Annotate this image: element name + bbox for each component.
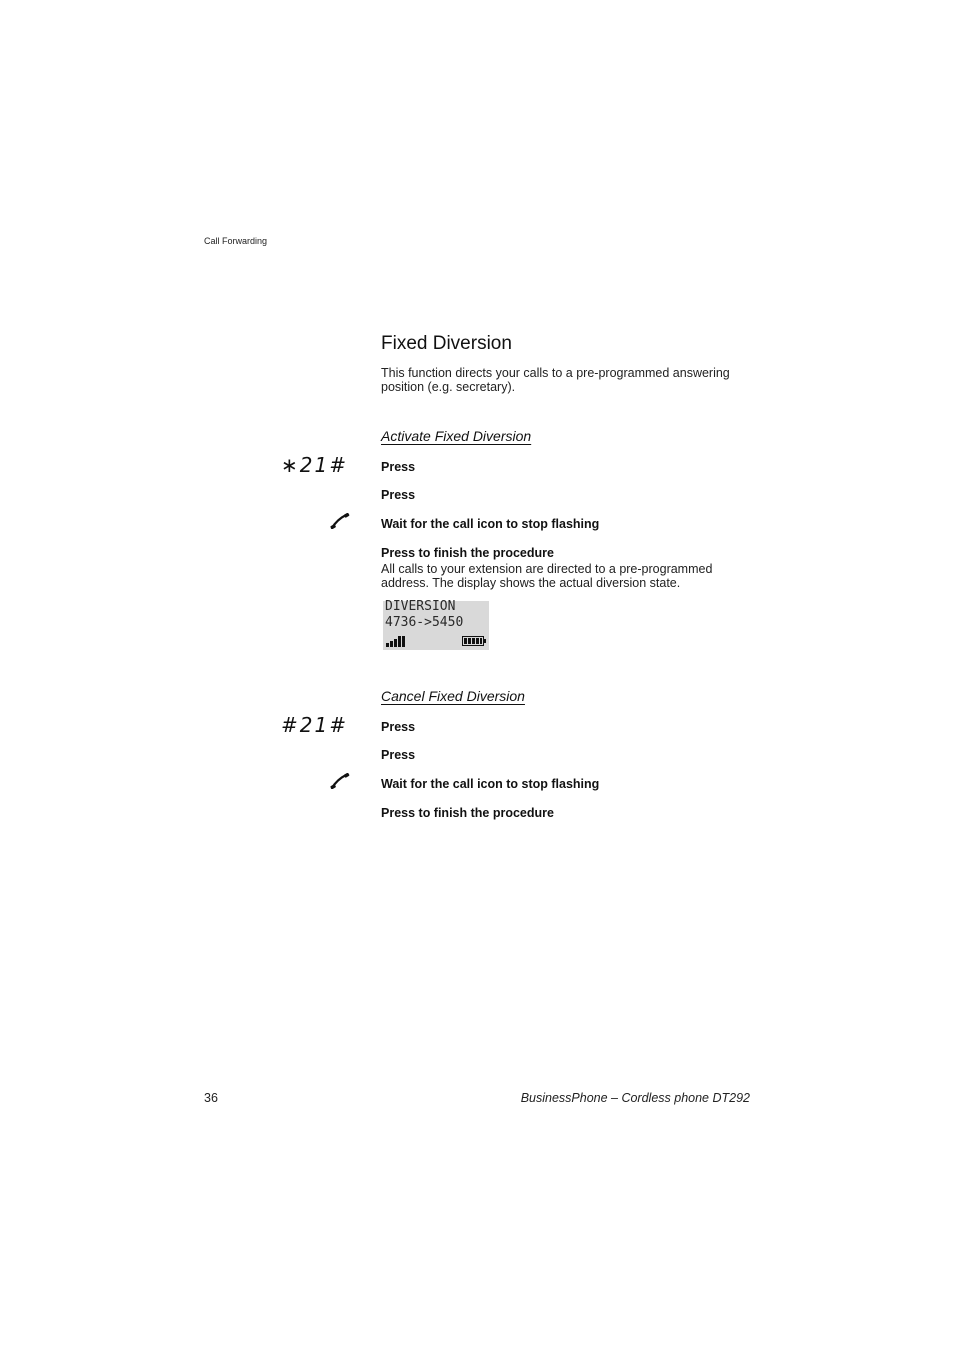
activate-step-4: Press to finish the procedure: [381, 546, 554, 560]
activate-step-2: Press: [381, 488, 416, 502]
cancel-step-4: Press to finish the procedure: [381, 806, 554, 820]
signal-strength-icon: [386, 635, 406, 647]
page-title: Fixed Diversion: [381, 333, 512, 354]
handset-icon: [330, 513, 350, 529]
cancel-step-1: Press: [381, 720, 416, 734]
cancel-step-3: Wait for the call icon to stop flashing: [381, 777, 600, 791]
cancel-key-code: #21#: [281, 713, 348, 737]
running-header: Call Forwarding: [204, 236, 268, 246]
activate-heading: Activate Fixed Diversion: [381, 428, 532, 444]
activate-description: All calls to your extension are directed to a pre-programmed address. The display shows the actual diversion state.: [381, 562, 713, 590]
activate-key-code: ∗21#: [281, 453, 348, 477]
handset-icon: [330, 773, 350, 789]
intro-paragraph: This function directs your calls to a pre-programmed answering position (e.g. secretary).: [381, 366, 730, 394]
document-title: BusinessPhone – Cordless phone DT292: [520, 1091, 750, 1105]
activate-step-3: Wait for the call icon to stop flashing: [381, 517, 600, 531]
phone-display: [383, 601, 489, 650]
cancel-heading: Cancel Fixed Diversion: [381, 688, 525, 704]
battery-icon: [462, 636, 487, 646]
display-line-2: 4736->5450: [385, 615, 464, 630]
page-number: 36: [204, 1091, 218, 1105]
activate-step-1: Press: [381, 460, 416, 474]
display-line-1: DIVERSION: [385, 599, 456, 614]
cancel-step-2: Press: [381, 748, 416, 762]
